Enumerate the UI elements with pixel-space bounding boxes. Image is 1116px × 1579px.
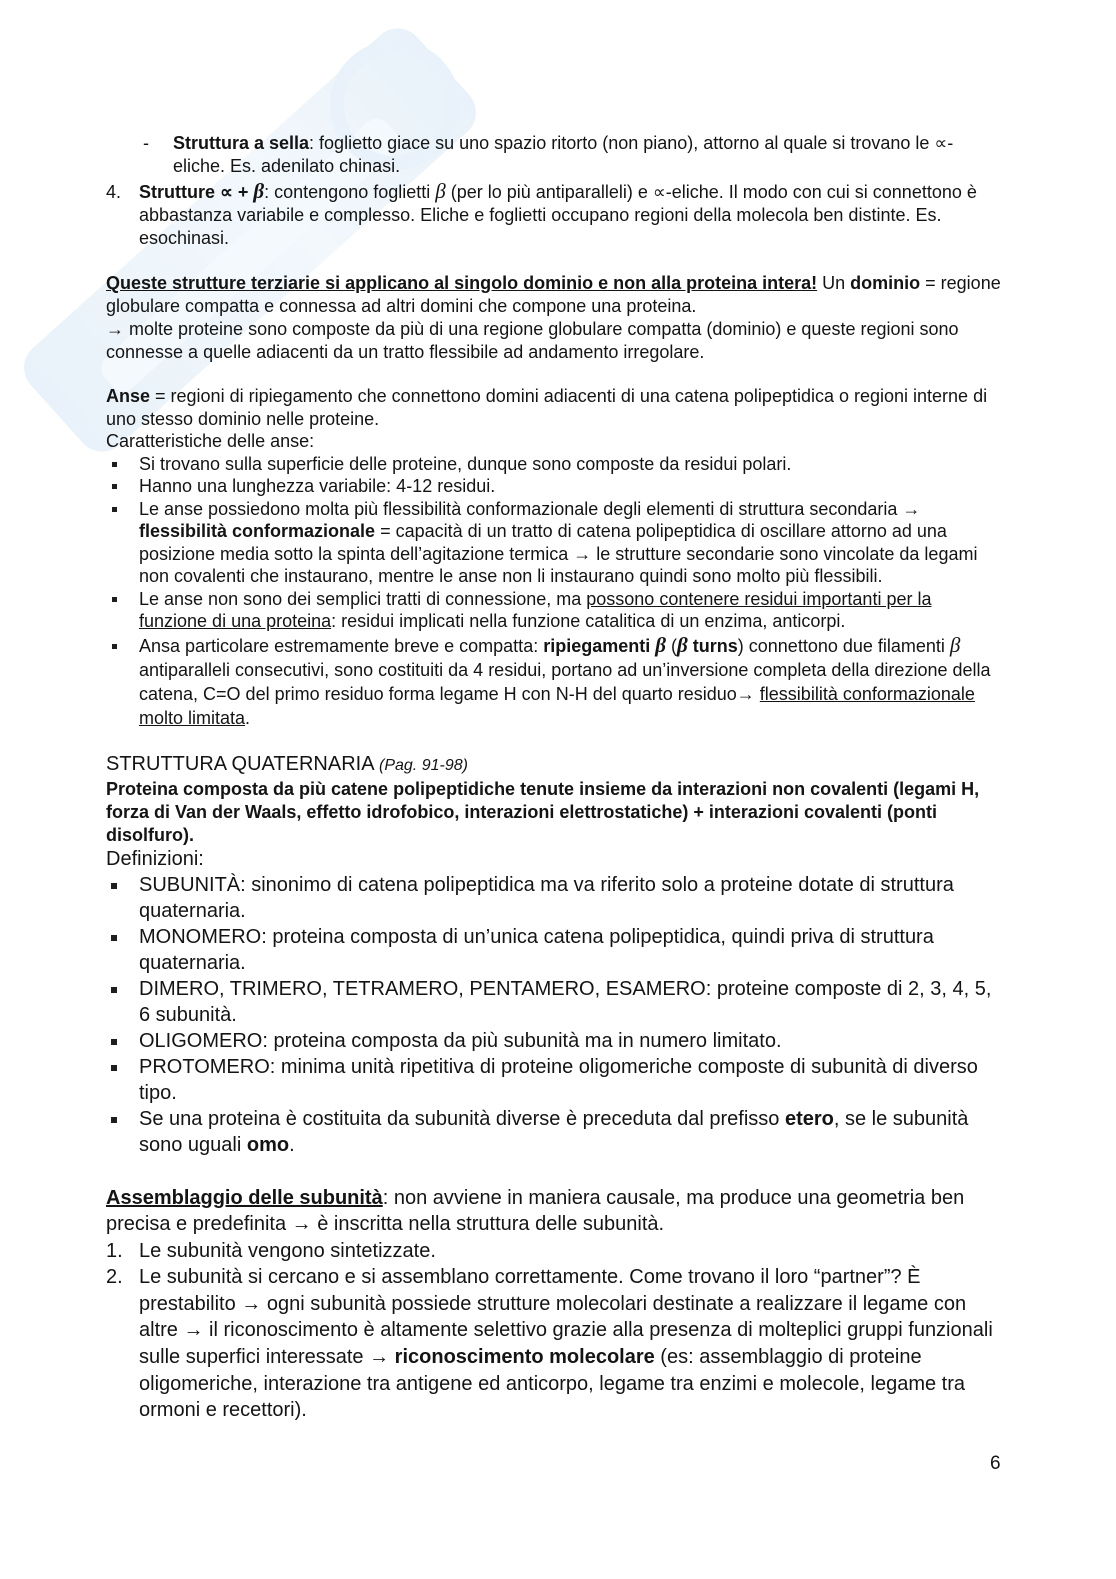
term-anse: Anse [106,386,151,406]
term-flessibilita: flessibilità conformazionale [139,521,376,541]
underlined-text: flessibilità conformazionale molto limitata [139,683,975,728]
beta-symbol: β [435,179,446,203]
bullet-text: = capacità di un tratto di catena polipeptidica di oscillare attorno ad una posizione media sotto la spinta dell’agitazione termica → le strutture secondarie sono vincolate da legami non covalenti che instaurano, mentre le anse non li instaurano quindi sono molto più flessibili. [139,521,978,586]
term-dominio: dominio [850,273,921,293]
beta-symbol: β [253,179,265,203]
bullet-icon [112,644,117,649]
heading-text: STRUTTURA QUATERNARIA [106,752,379,775]
beta-symbol: β [655,632,666,657]
item4-text-1: : contengono foglietti [264,182,436,202]
bullet-text: : residui implicati nella funzione catalitica di un enzima, anticorpi. [331,611,846,631]
bullet-icon [111,1117,117,1123]
section-heading-quaternaria [106,752,1003,778]
list-item [106,498,1003,588]
list-item [106,453,1003,476]
list-item [106,924,1003,976]
domini-text-2: = regione globulare compatta e connessa ad altri domini che compone una proteina. [106,273,1001,316]
list-item [106,588,1003,633]
section-assemblaggio [106,1185,1003,1424]
assemblaggio-text: : non avviene in maniera causale, ma produce una geometria ben precisa e predefinita → è inscritta nella struttura delle subunità. [106,1186,965,1236]
list-item [106,1106,1003,1158]
bullet-icon [111,1065,117,1071]
domini-text-1: Un [817,273,851,293]
page-content [106,132,1003,1424]
paragraph-domini [106,272,1003,364]
term-strutture-alfa-beta: Strutture ∝ + [139,182,254,202]
bullet-text: Si trovano sulla superficie delle proteine, dunque sono composte da residui polari. [139,453,792,474]
sella-text: : foglietto giace su uno spazio ritorto (non piano), attorno al quale si trovano le ∝-eliche. Es. adenilato chinasi. [173,133,954,176]
bullet-text: . [245,707,251,728]
list-item-strutture-alfa-beta [106,181,1003,250]
bullet-icon [112,484,117,489]
bullet-text: ( [666,635,677,656]
list-item [106,475,1003,498]
bullet-icon [111,935,117,941]
term-turns: turns [687,635,738,656]
term-struttura-a-sella: Struttura a sella [173,133,310,153]
bullet-icon [111,1039,117,1045]
number-marker: 4. [106,182,122,202]
definitions-label: Definizioni: [106,847,204,870]
bullet-icon [111,987,117,993]
section-anse [106,385,1003,730]
bullet-text: ) connettono due filamenti [737,635,950,656]
number-marker: 1. [106,1239,123,1262]
definition-text: , se le subunità sono uguali [139,1107,969,1156]
list-item [106,1264,1003,1424]
item4-text-2: (per lo più antiparalleli) e ∝-eliche. Il modo con cui si connettono è abbastanza variabile e complesso. Eliche e foglietti occupano regioni della molecola ben distinte. Es. esochinasi. [139,182,977,248]
caratteristiche-label: Caratteristiche delle anse: [106,431,315,451]
definition-text: MONOMERO: proteina composta di un’unica catena polipeptidica, quindi priva di struttura quaternaria. [139,925,934,974]
definition-text: Se una proteina è costituita da subunità diverse è preceduta dal prefisso [139,1107,785,1130]
quaternaria-summary: Proteina composta da più catene polipeptidiche tenute insieme da interazioni non covalenti (legami H, forza di Van der Waals, effetto idrofobico, interazioni elettrostatiche) + interazioni covalenti (ponti disolfuro). [106,778,980,845]
step-text: (es: assemblaggio di proteine oligomeriche, interazione tra antigene ed anticorpo, legame tra enzimi e molecole, legame tra ormoni e recettori). [139,1346,966,1422]
page-reference: (Pag. 91-98) [379,756,468,774]
term-ripiegamenti: ripiegamenti [543,635,656,656]
anse-definition [106,385,1003,430]
list-item [106,1028,1003,1054]
bullet-text: Hanno una lunghezza variabile: 4-12 residui. [139,476,496,496]
assemblaggio-intro [106,1185,1003,1238]
bullet-text: Ansa particolare estremamente breve e compatta: [139,635,544,656]
domini-line [106,272,1003,318]
bullet-icon [112,597,117,602]
domini-arrow-line: → molte proteine sono composte da più di una regione globulare compatta (dominio) e queste regioni sono connesse a quelle adiacenti da un tratto flessibile ad andamento irregolare. [106,319,959,362]
list-item [106,1238,1003,1265]
dash-marker: - [143,133,149,153]
beta-symbol: β [677,632,688,657]
bullet-icon [111,883,117,889]
bullet-text: Le anse non sono dei semplici tratti di connessione, ma [139,588,587,609]
number-marker: 2. [106,1266,123,1289]
list-item [106,872,1003,924]
definition-text: OLIGOMERO: proteina composta da più subunità ma in numero limitato. [139,1029,782,1052]
anse-definition-text: = regioni di ripiegamento che connettono domini adiacenti di una catena polipeptidica o regioni interne di uno stesso dominio nelle proteine. [106,386,988,429]
beta-symbol: β [949,632,961,657]
list-item [106,976,1003,1028]
list-item-struttura-a-sella [106,132,1003,178]
list-item [106,1054,1003,1106]
term-etero: etero [784,1107,834,1130]
definition-text: PROTOMERO: minima unità ripetitiva di proteine oligomeriche composte di subunità di diverso tipo. [139,1055,978,1104]
bullet-icon [112,462,117,467]
bullet-text: Le anse possiedono molta più flessibilità conformazionale degli elementi di struttura secondaria → [139,498,921,519]
highlight-statement: Queste strutture terziarie si applicano al singolo dominio e non alla proteina intera! [106,273,818,293]
term-riconoscimento-molecolare: riconoscimento molecolare [394,1346,655,1369]
bullet-text: antiparalleli consecutivi, sono costituiti da 4 residui, portano ad un’inversione completa della direzione della catena, C=O del primo residuo forma legame H con N-H del quarto residuo→ [139,659,991,704]
underlined-text: possono contenere residui importanti per la funzione di una proteina [139,588,932,631]
step-text: Le subunità vengono sintetizzate. [139,1239,436,1262]
assemblaggio-title: Assemblaggio delle subunità [106,1186,383,1209]
term-omo: omo [246,1133,290,1156]
list-item [106,634,1003,730]
definition-text: SUBUNITÀ: sinonimo di catena polipeptidica ma va riferito solo a proteine dotate di struttura quaternaria. [139,873,954,922]
definition-text: DIMERO, TRIMERO, TETRAMERO, PENTAMERO, ESAMERO: proteine composte di 2, 3, 4, 5, 6 subunità. [139,977,992,1026]
definition-text: . [289,1133,295,1156]
step-text: Le subunità si cercano e si assemblano correttamente. Come trovano il loro “partner”? È prestabilito → ogni subunità possiede strutture molecolari destinate a realizzare il legame con altre → il riconoscimento è altamente selettivo grazie alla presenza di molteplici gruppi funzionali sulle superfici interessate → [139,1266,993,1369]
bullet-icon [112,507,117,512]
definitions-list [106,872,1003,1158]
page-number: 6 [990,1453,1001,1474]
